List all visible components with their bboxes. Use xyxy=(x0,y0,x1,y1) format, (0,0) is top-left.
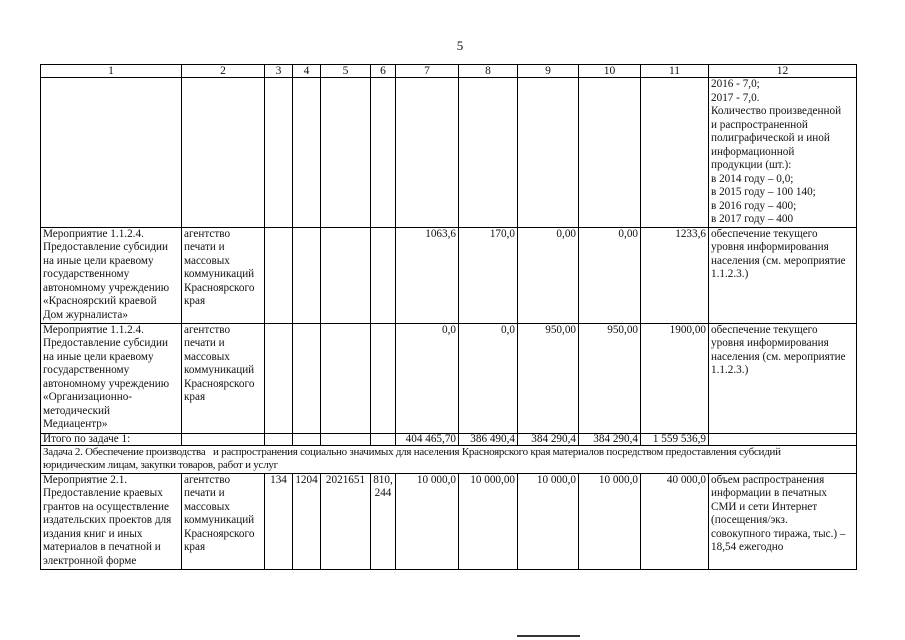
column-header: 11 xyxy=(641,65,709,78)
table-cell xyxy=(371,227,396,323)
table-cell xyxy=(709,433,857,445)
code-cell: 2021651 xyxy=(321,473,371,569)
code-cell: 134 xyxy=(265,473,293,569)
column-number-row xyxy=(41,65,857,78)
column-header: 4 xyxy=(293,65,321,78)
amount-cell: 0,00 xyxy=(579,227,641,323)
executor-cell: агентство печати и массовых коммуникаций Красноярского края xyxy=(182,227,265,323)
total-row xyxy=(41,433,857,445)
amount-cell: 10 000,0 xyxy=(396,473,459,569)
indicator-cell: обеспечение текущего уровня информирования населения (см. мероприятие 1.1.2.3.) xyxy=(709,323,857,433)
table-row xyxy=(41,227,857,323)
table-cell xyxy=(293,78,321,228)
program-activities-table xyxy=(40,64,857,570)
amount-cell: 170,0 xyxy=(459,227,518,323)
amount-cell: 1063,6 xyxy=(396,227,459,323)
total-amount-cell: 404 465,70 xyxy=(396,433,459,445)
table-cell xyxy=(371,323,396,433)
table-cell xyxy=(265,78,293,228)
table-row xyxy=(41,473,857,569)
table-cell xyxy=(321,323,371,433)
activity-cell: Мероприятие 2.1. Предоставление краевых грантов на осуществление издательских проектов для издания книг и иных материалов в печатной и электронной форме xyxy=(41,473,182,569)
table-cell xyxy=(371,433,396,445)
total-amount-cell: 384 290,4 xyxy=(518,433,579,445)
table-row xyxy=(41,323,857,433)
total-amount-cell: 384 290,4 xyxy=(579,433,641,445)
amount-total-cell: 40 000,0 xyxy=(641,473,709,569)
column-header: 3 xyxy=(265,65,293,78)
activity-cell: Мероприятие 1.1.2.4. Предоставление субсидии на иные цели краевому государственному автономному учреждению «Организационно- методический Медиацентр» xyxy=(41,323,182,433)
column-header: 1 xyxy=(41,65,182,78)
table-cell xyxy=(41,78,182,228)
page-number: 5 xyxy=(456,38,464,53)
indicator-cell: обеспечение текущего уровня информирования населения (см. мероприятие 1.1.2.3.) xyxy=(709,227,857,323)
column-header: 2 xyxy=(182,65,265,78)
column-header: 10 xyxy=(579,65,641,78)
amount-cell: 10 000,0 xyxy=(518,473,579,569)
table-cell xyxy=(459,78,518,228)
total-amount-cell: 386 490,4 xyxy=(459,433,518,445)
executor-cell: агентство печати и массовых коммуникаций Красноярского края xyxy=(182,473,265,569)
amount-total-cell: 1233,6 xyxy=(641,227,709,323)
table-cell xyxy=(265,433,293,445)
column-header: 5 xyxy=(321,65,371,78)
table-cell xyxy=(293,227,321,323)
column-header: 12 xyxy=(709,65,857,78)
table-cell xyxy=(182,78,265,228)
indicator-cell: объем распространения информации в печатных СМИ и сети Интернет (посещения/экз. совокупного тиража, тыс.) – 18,54 ежегодно xyxy=(709,473,857,569)
code-cell: 810, 244 xyxy=(371,473,396,569)
table-cell xyxy=(293,433,321,445)
scan-mark xyxy=(517,635,580,637)
amount-cell: 0,0 xyxy=(396,323,459,433)
column-header: 8 xyxy=(459,65,518,78)
table-cell xyxy=(293,323,321,433)
table-cell xyxy=(321,227,371,323)
task-heading: Задача 2. Обеспечение производства и распространения социально значимых для населения Красноярского края материалов посредством предоставления субсидий юридическим лицам, закупки товаров, работ и услуг xyxy=(41,445,857,473)
total-label: Итого по задаче 1: xyxy=(41,433,182,445)
column-header: 7 xyxy=(396,65,459,78)
column-header: 6 xyxy=(371,65,396,78)
column-header: 9 xyxy=(518,65,579,78)
amount-cell: 950,00 xyxy=(518,323,579,433)
table-cell xyxy=(321,433,371,445)
amount-cell: 950,00 xyxy=(579,323,641,433)
amount-cell: 0,0 xyxy=(459,323,518,433)
table-cell xyxy=(321,78,371,228)
code-cell: 1204 xyxy=(293,473,321,569)
table-cell xyxy=(265,323,293,433)
amount-cell: 10 000,00 xyxy=(459,473,518,569)
amount-total-cell: 1900,00 xyxy=(641,323,709,433)
table-cell xyxy=(265,227,293,323)
indicator-cell: 2016 - 7,0; 2017 - 7,0. Количество произведенной и распространенной полиграфической и иной информационной продукции (шт.): в 2014 году – 0,0; в 2015 году – 100 140; в 2016 году – 400; в 2017 году – 400 xyxy=(709,78,857,228)
table-cell xyxy=(182,433,265,445)
executor-cell: агентство печати и массовых коммуникаций Красноярского края xyxy=(182,323,265,433)
table-cell xyxy=(396,78,459,228)
total-amount-cell: 1 559 536,9 xyxy=(641,433,709,445)
table-cell xyxy=(518,78,579,228)
table-cell xyxy=(579,78,641,228)
activity-cell: Мероприятие 1.1.2.4. Предоставление субсидии на иные цели краевому государственному автономному учреждению «Красноярский краевой Дом журналиста» xyxy=(41,227,182,323)
task-heading-row xyxy=(41,445,857,473)
amount-cell: 0,00 xyxy=(518,227,579,323)
table-row xyxy=(41,78,857,228)
table-cell xyxy=(641,78,709,228)
table-cell xyxy=(371,78,396,228)
amount-cell: 10 000,0 xyxy=(579,473,641,569)
